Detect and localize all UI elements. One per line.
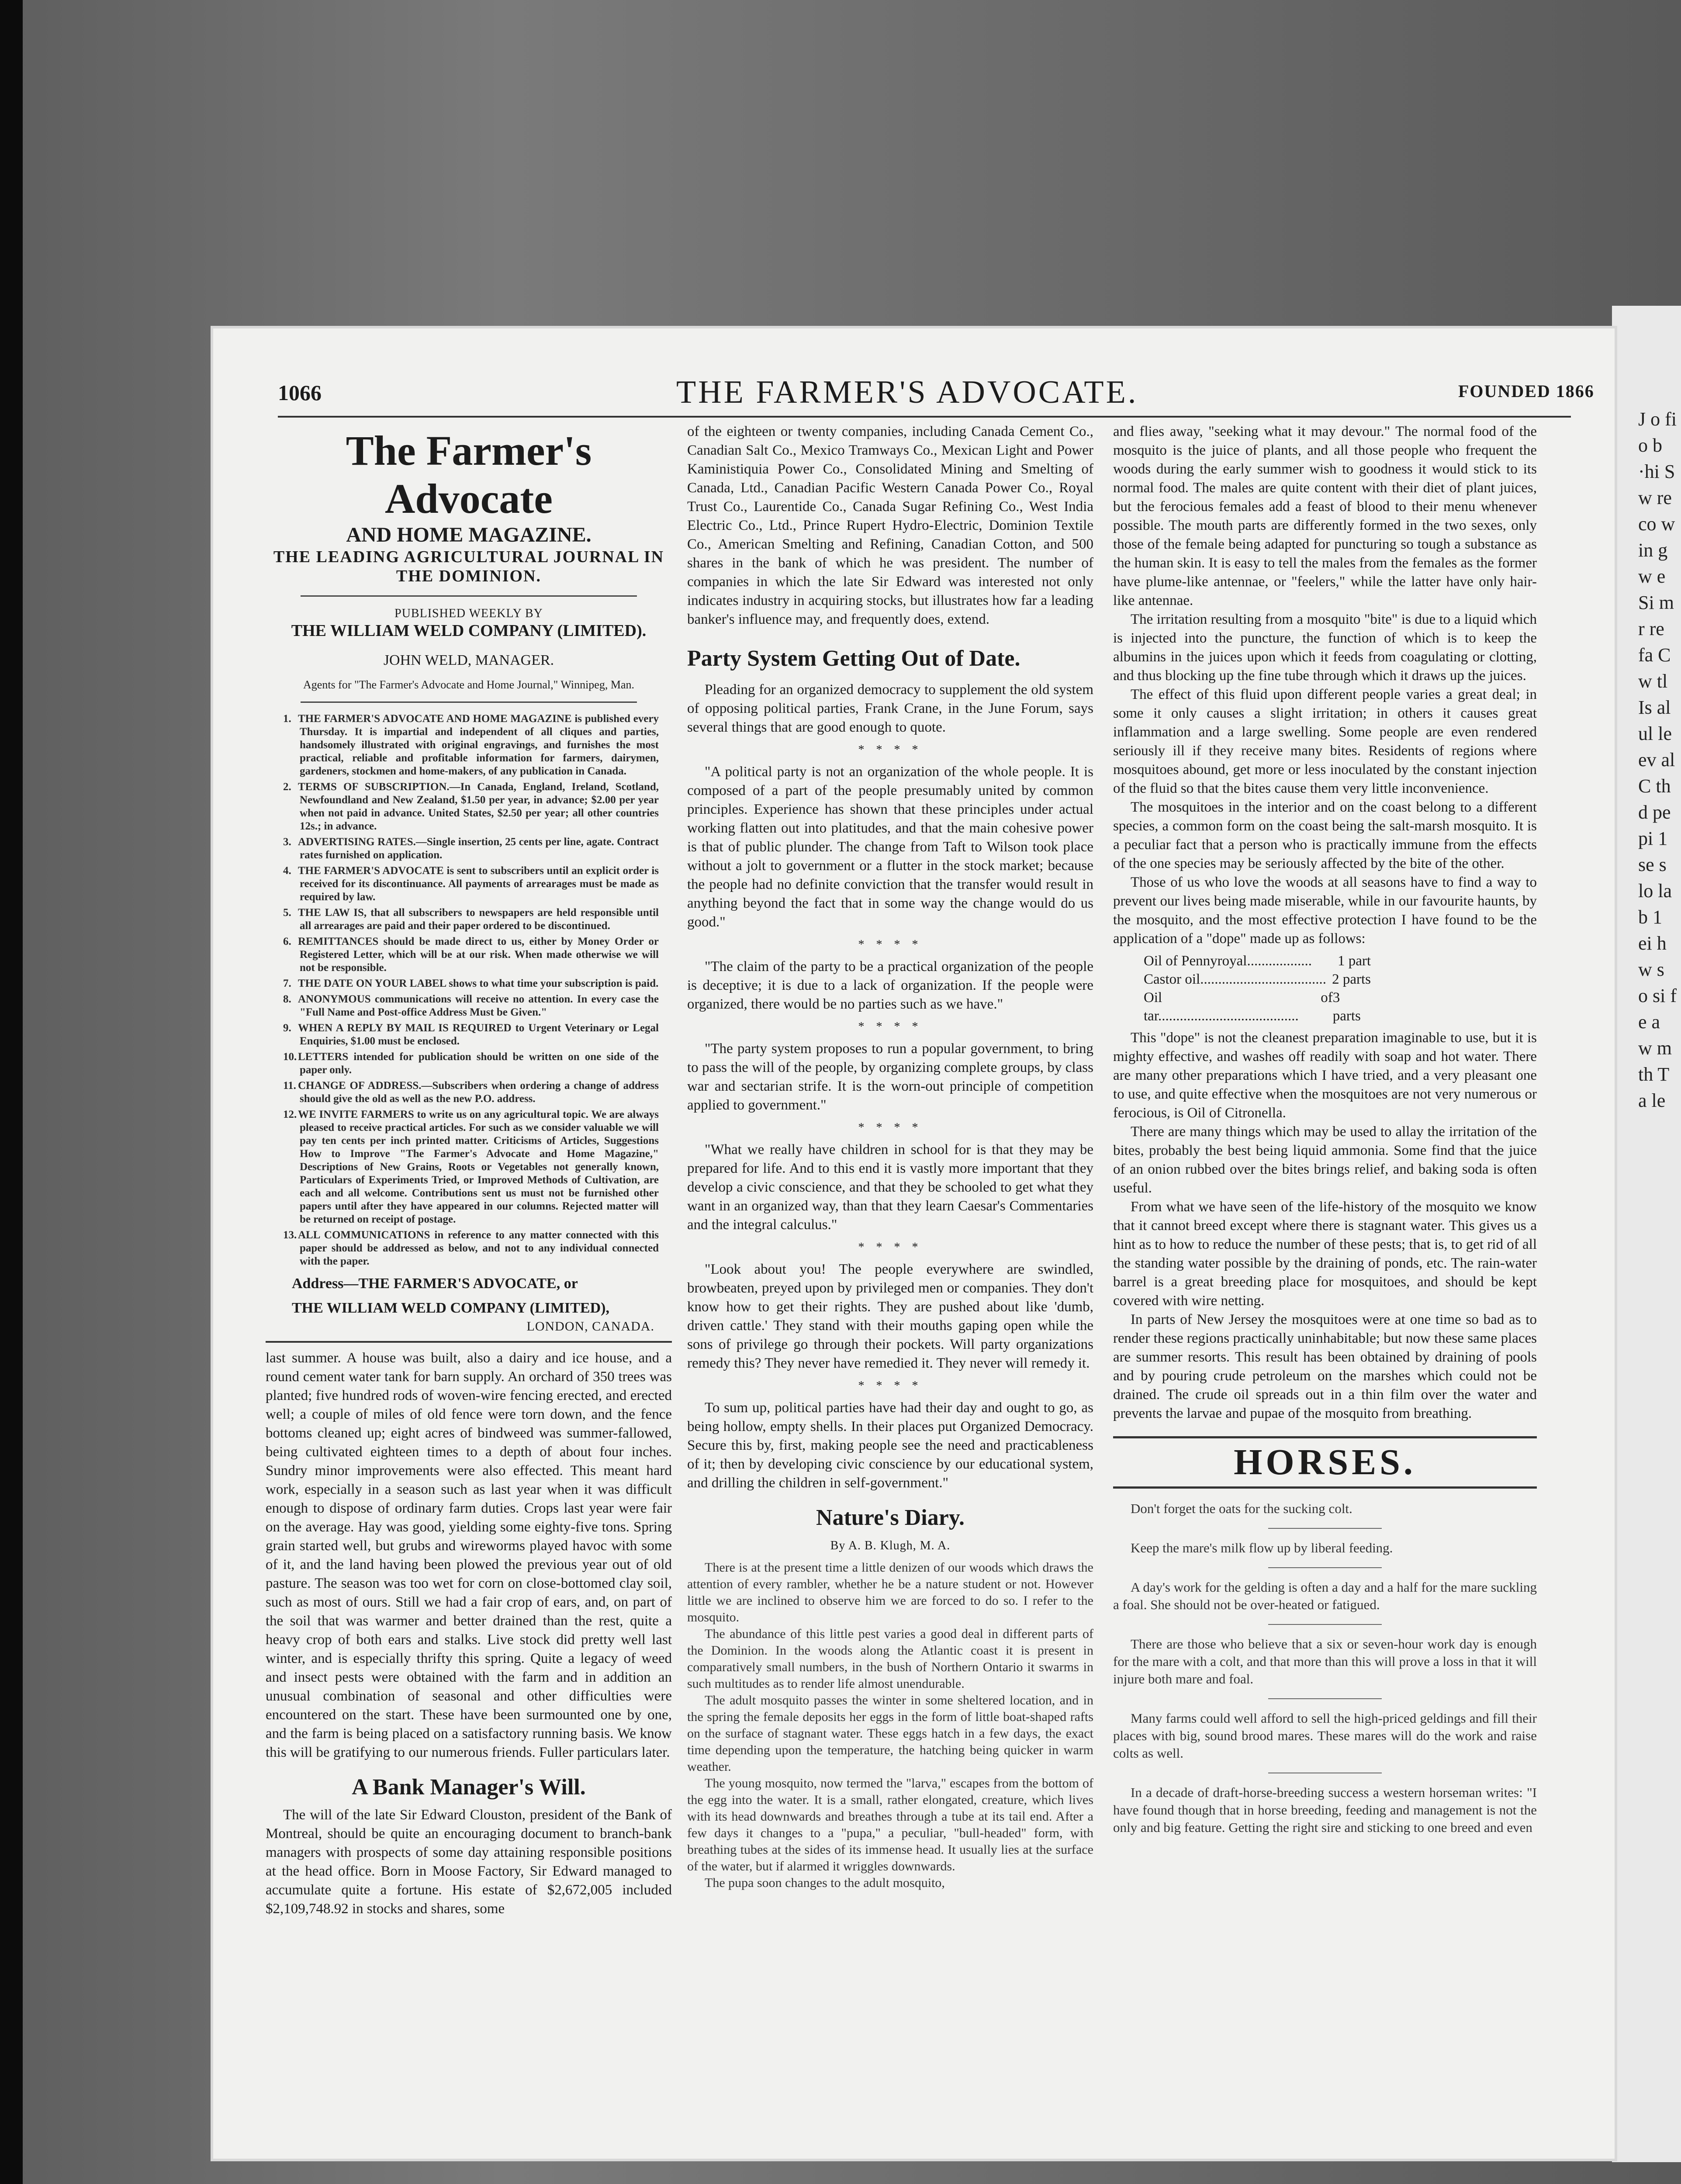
mosquito-paragraph: From what we have seen of the life-history of the mosquito we know that it cannot breed except where there is stagnant water. This gives us a hint as to how to reduce the number of these pests; that is, to get rid of all the standing water possible by the draining of ponds, etc. The rain-water barrel is a great breeding place for mosquitoes, and should be kept covered with wire netting. [1113,1199,1537,1309]
notice-item: 12. WE INVITE FARMERS to write us on any agricultural topic. We are always pleased to receive practical articles. For such as we consider valuable we will pay ten cents per inch printed matter. Criticisms of Articles, Suggestions How to Improve "The Farmer's Advocate and Home Magazine," Descriptions of New Grains, Roots or Vegetables not generally known, Particulars of Experiments Tried, or Improved Methods of Cultivation, are each and all welcome. Contributions sent us must not be furnished other papers until after they have appeared in our columns. Rejected matter will be returned on receipt of postage. [283,1109,659,1225]
section-stars: * * * * [858,938,923,951]
manager-name: JOHN WELD, MANAGER. [383,652,554,668]
dope-recipe [1144,952,1537,1025]
horse-note: Keep the mare's milk flow up by liberal feeding. [1131,1540,1393,1555]
notices-list [266,712,672,1268]
notice-item: 11. CHANGE OF ADDRESS.—Subscribers when ordering a change of address should give the old as well as the new P.O. address. [283,1080,659,1105]
party-system-heading: Party System Getting Out of Date. [687,646,1020,671]
mosquito-paragraph: The mosquitoes in the interior and on the coast belong to a different species, a common form on the coast being the salt-marsh mosquito. It is a peculiar fact that a person who is practically immune from the effects of the one species may be seriously affected by the bite of the other. [1113,799,1537,871]
section-stars: * * * * [858,1379,923,1393]
party-quote: "Look about you! The people everywhere are swindled, browbeaten, preyed upon by privileged men or companies. They don't know how to get their rights. They are pushed about like 'dumb, driven cattle.' They stand with their mouths gaping open while the sons of privilege go through their pockets. Will party organizations remedy this? They never have remedied it. They never will remedy it. [687,1261,1093,1371]
notice-item: 4. THE FARMER'S ADVOCATE is sent to subscribers until an explicit order is received for its discontinuance. All payments of arrearages must be made as required by law. [283,865,659,903]
masthead-subtitle: AND HOME MAGAZINE. [346,523,591,546]
founded-line: FOUNDED 1866 [1458,381,1595,401]
notice-item: 13. ALL COMMUNICATIONS in reference to any matter connected with this paper should be addressed as below, and not to any individual connected with the paper. [283,1229,659,1267]
section-stars: * * * * [858,1020,923,1033]
page-number: 1066 [278,380,322,405]
horse-note: Many farms could well afford to sell the high-priced geldings and fill their places with big, sound brood mares. These mares will do the work and raise colts as well. [1113,1711,1537,1761]
party-quote: "A political party is not an organization of the whole people. It is composed of a part of the people presumably united by common principles. Experience has shown that these principles under actual working flatten out into platitudes, and that the main cohesive power is that of public plunder. The change from Taft to Wilson took place without a jolt to government or a flutter in the stock market; because the people had no definite conviction that the transfer would result in anything beyond the fact that in some way the change would do us good." [687,764,1093,930]
notice-item: 8. ANONYMOUS communications will receive no attention. In every case the "Full Name and Post-office Address Must be Given." [283,993,659,1018]
horse-divider [1268,1528,1382,1529]
column-3 [1113,422,1537,1836]
masthead-divider-2 [301,702,637,703]
dope-row: Castor oil................................... 2 parts [1144,971,1371,987]
column-1 [266,422,672,1918]
publisher-name: THE WILLIAM WELD COMPANY (LIMITED). [291,622,647,640]
address-place: LONDON, CANADA. [526,1319,654,1334]
horse-divider [1268,1698,1382,1699]
diary-paragraph: The young mosquito, now termed the "larva," escapes from the bottom of the egg into the water. It is a small, rather elongated, creature, which lives with its head downwards and breathes through a tube at its tail end. After a few days it changes to a "pupa," a peculiar, "bull-headed" form, with breathing tubes at the sides of its immense head. It usually lies at the surface of the water, but if alarmed it wriggles downwards. [687,1776,1093,1873]
notice-item: 2. TERMS OF SUBSCRIPTION.—In Canada, England, Ireland, Scotland, Newfoundland and New Zealand, $1.50 per year, in advance; $2.00 per year when not paid in advance. United States, $2.50 per year; all other countries 12s.; in advance. [283,781,659,832]
natures-diary-heading: Nature's Diary. [816,1505,965,1530]
dope-row: Oil of tar....................................... 3 parts [1144,990,1361,1024]
notice-item: 5. THE LAW IS, that all subscribers to newspapers are held responsible until all arrearages are paid and their paper ordered to be discontinued. [283,907,659,932]
mosquito-paragraph: There are many things which may be used to allay the irritation of the bites, probably the best being liquid ammonia. Some find that the juice of an onion rubbed over the bites brings relief, and baking soda is often useful. [1113,1124,1537,1196]
mosquito-paragraph: In parts of New Jersey the mosquitoes were at one time so bad as to render these regions practically uninhabitable; but now these same places are summer resorts. This result has been obtained by draining of pools and by pouring crude petroleum on the marshes which could not be drained. The crude oil spreads out in a thin film over the water and prevents the larvae and pupae of the mosquito from breathing. [1113,1312,1537,1421]
natures-diary-body [687,1559,1093,1891]
notice-item: 9. WHEN A REPLY BY MAIL IS REQUIRED to Urgent Veterinary or Legal Enquiries, $1.00 must be enclosed. [283,1022,659,1047]
column-2 [687,422,1093,1891]
horse-divider [1268,1624,1382,1625]
horses-heading: HORSES. [1113,1436,1537,1489]
notice-item: 1. THE FARMER'S ADVOCATE AND HOME MAGAZINE is published every Thursday. It is impartial and independent of all cliques and parties, handsomely illustrated with original engravings, and furnishes the most practical, reliable and profitable information for farmers, dairymen, gardeners, stockmen and home-makers, of any publication in Canada. [283,713,659,777]
masthead-divider [301,595,637,597]
diary-paragraph: The pupa soon changes to the adult mosquito, [705,1876,945,1890]
adjacent-page-text: J o fi o b ·hi S w re co w in g w e Si m r re fa C w tl Is al ul le ev al C th d pe pi 1 se s lo la b 1 ei h w s o si f e a w m th T a le [1638,408,1677,1111]
section-stars: * * * * [858,743,923,757]
party-quote: "The claim of the party to be a practical organization of the people is deceptive; it is due to a lack of organization. If the people were organized, there would be no parties such as we have." [687,959,1093,1012]
mosquito-paragraph: Those of us who love the woods at all seasons have to find a way to prevent our lives being made miserable, while in our favourite haunts, by the mosquito, and the most effective protection I have found to be the application of a "dope" made up as follows: [1113,874,1537,947]
dope-row: Oil of Pennyroyal.................. 1 part [1144,953,1371,969]
address-line-2: THE WILLIAM WELD COMPANY (LIMITED), [292,1300,609,1316]
natures-diary-byline: By A. B. Klugh, M. A. [830,1539,951,1552]
running-title: THE FARMER'S ADVOCATE. [676,374,1138,410]
section-stars: * * * * [858,1241,923,1254]
mosquito-paragraph: The effect of this fluid upon different people varies a great deal; in some it only causes a slight irritation; in others it causes great inflammation and a large swelling. Some people are even rendered seriously ill if they receive many bites. Residents of regions where mosquitoes abound, get more or less inoculated by the constant injection of the fluid so that the bites cause them very little inconvenience. [1113,687,1537,796]
masthead-journal-line: THE LEADING AGRICULTURAL JOURNAL IN THE DOMINION. [273,548,664,585]
scan-edge-band [0,0,23,2184]
diary-paragraph: The abundance of this little pest varies a good deal in different parts of the Dominion. In the woods along the Atlantic coast it is present in comparatively small numbers, in the bush of Northern Ontario it swarms in such multitudes as to render life almost unendurable. [687,1627,1093,1691]
party-closing: To sum up, political parties have had their day and ought to go, as being hollow, empty shells. In their places put Organized Democracy. Secure this by, first, making people see the need and practicableness of it; then by developing civic conscience by our educational system, and drilling the children in self-government." [687,1400,1093,1491]
mosquito-paragraph: This "dope" is not the cleanest preparation imaginable to use, but it is mighty effective, and washes off readily with soap and hot water. There are many other preparations which I have tried, and a very pleasant one to use, and quite effective when the mosquitoes are not very numerous or ferocious, is Oil of Citronella. [1113,1030,1537,1121]
horse-note: A day's work for the gelding is often a day and a half for the mare suckling a foal. She should not be over-heated or fatigued. [1113,1579,1537,1612]
newspaper-page [213,328,1615,2159]
mosquito-paragraph: and flies away, "seeking what it may devour." The normal food of the mosquito is the juice of plants, and all those people who frequent the woods during the early summer wish to goodness it would stick to its normal food. The males are quite content with their diet of plant juices, but the ferocious females add a feast of blood to their menu whenever possible. The mouth parts are differently formed in the two sexes, only those of the female being adapted for puncturing so tough a substance as the human skin. It is easy to tell the males from the females as the former have plume-like antennae, or "feelers," while the latter have only hair-like antennae. [1113,424,1537,608]
farm-report-text: last summer. A house was built, also a dairy and ice house, and a round cement water tank for barn supply. An orchard of 350 trees was planted; five hundred rods of woven-wire fencing erected, and erected well; a couple of miles of old fence were torn down, and the fence bottoms cleaned up; eight acres of bindweed was summer-fallowed, being cultivated eighteen times to a depth of about four inches. Sundry minor improvements were also effected. This meant hard work, especially in a season such as last year when it was difficult enough to dispose of ordinary farm duties. Crops last year were fair on the average. Hay was good, yielding some eighty-five tons. Spring grain started well, but grubs and wireworms played havoc with some of it, and the land having been plowed the previous year out of old pasture. The season was too wet for corn on close-bottomed clay soil, such as most of ours. Still we had a fair crop of ears, and, on part of the soil that was warmer and better drained than the rest, quite a heavy crop of both ears and stalks. Live stock did pretty well last winter, and is especially thrifty this spring. Quite a legacy of weed and insect pests were obtained with the farm and in addition an unusual combination of seasonal and other difficulties were encountered on the start. These have been surmounted one by one, and the farm is being placed on a satisfactory running basis. We know this will be gratifying to our numerous friends. Fuller particulars later. [266,1350,672,1760]
bank-manager-continued: of the eighteen or twenty companies, including Canada Cement Co., Canadian Salt Co., Mexico Tramways Co., Mexican Light and Power Kaministiquia Power Co., Consolidated Mining and Smelting of Canada, Ltd., Canadian Pacific Western Canada Power Co., Royal Trust Co., Laurentide Co., Canada Sugar Refining Co., West India Electric Co., Ltd., Prince Rupert Hydro-Electric, Dominion Textile Co., American Smelting and Refining, Canadian Cotton, and 500 shares in the bank of which he was president. The number of companies in which the late Sir Edward was interested not only indicates industry in acquiring stocks, but illustrates how far a leading banker's influence may, and frequently does, extend. [687,424,1093,627]
party-intro: Pleading for an organized democracy to supplement the old system of opposing political parties, Frank Crane, in the June Forum, says several things that are good enough to quote. [687,682,1093,735]
masthead-title: The Farmer's Advocate [346,427,592,522]
address-line-1: Address—THE FARMER'S ADVOCATE, or [292,1275,578,1292]
masthead-bottom-rule [266,1341,672,1343]
horse-divider [1268,1567,1382,1568]
mosquito-paragraph: The irritation resulting from a mosquito "bite" is due to a liquid which is injected into the puncture, the function of which is to keep the albumins in the juices upon which it feeds from coagulating or clotting, and thus blocking up the fine tube through which it draws up the juices. [1113,612,1537,684]
notice-item: 3. ADVERTISING RATES.—Single insertion, 25 cents per line, agate. Contract rates furnished on application. [283,836,659,861]
diary-paragraph: The adult mosquito passes the winter in some sheltered location, and in the spring the female deposits her eggs in the form of little boat-shaped rafts on the surface of stagnant water. These eggs hatch in a few days, the exact time depending upon the temperature, the hatching being quicker in warm weather. [687,1693,1093,1774]
bank-manager-text: The will of the late Sir Edward Clouston, president of the Bank of Montreal, should be quite an encouraging document to branch-bank managers with prospects of some day attaining responsible positions at the head office. Born in Moose Factory, Sir Edward managed to accumulate quite a fortune. His estate of $2,672,005 included $2,109,748.92 in stocks and shares, some [266,1807,672,1917]
agents-line: Agents for "The Farmer's Advocate and Home Journal," Winnipeg, Man. [303,678,634,691]
header-rule [278,416,1571,418]
section-stars: * * * * [858,1121,923,1134]
horse-note: There are those who believe that a six or seven-hour work day is enough for the mare with a colt, and that more than this will prove a loss in that it will injure both mare and foal. [1113,1636,1537,1686]
notice-item: 6. REMITTANCES should be made direct to us, either by Money Order or Registered Letter, which will be at our risk. When made otherwise we will not be responsible. [283,936,659,974]
party-quote: "What we really have children in school for is that they may be prepared for life. And to this end it is vastly more important that they develop a civic conscience, and that they be schooled to get what they want in an organized way, than that they learn Caesar's Commentaries and the integral calculus." [687,1142,1093,1233]
notice-item: 7. THE DATE ON YOUR LABEL shows to what time your subscription is paid. [283,978,659,989]
horse-note: In a decade of draft-horse-breeding success a western horseman writes: "I have found though that in horse breeding, feeding and management is not the only and big feature. Getting the right sire and sticking to one breed and even [1113,1785,1537,1835]
notice-item: 10. LETTERS intended for publication should be written on one side of the paper only. [283,1051,659,1076]
bank-manager-heading: A Bank Manager's Will. [352,1775,586,1800]
horse-note: Don't forget the oats for the sucking colt. [1131,1501,1352,1516]
adjacent-page-edge [1612,306,1681,2162]
party-quote: "The party system proposes to run a popular government, to bring to pass the will of the people, by organizing complete groups, by class war and sectarian strife. It is the worn-out principle of competition applied to government." [687,1041,1093,1113]
diary-paragraph: There is at the present time a little denizen of our woods which draws the attention of every rambler, whether he be a nature student or not. However little we are inclined to observe him we are forced to do so. I refer to the mosquito. [687,1560,1093,1624]
published-weekly: PUBLISHED WEEKLY BY [394,607,543,620]
